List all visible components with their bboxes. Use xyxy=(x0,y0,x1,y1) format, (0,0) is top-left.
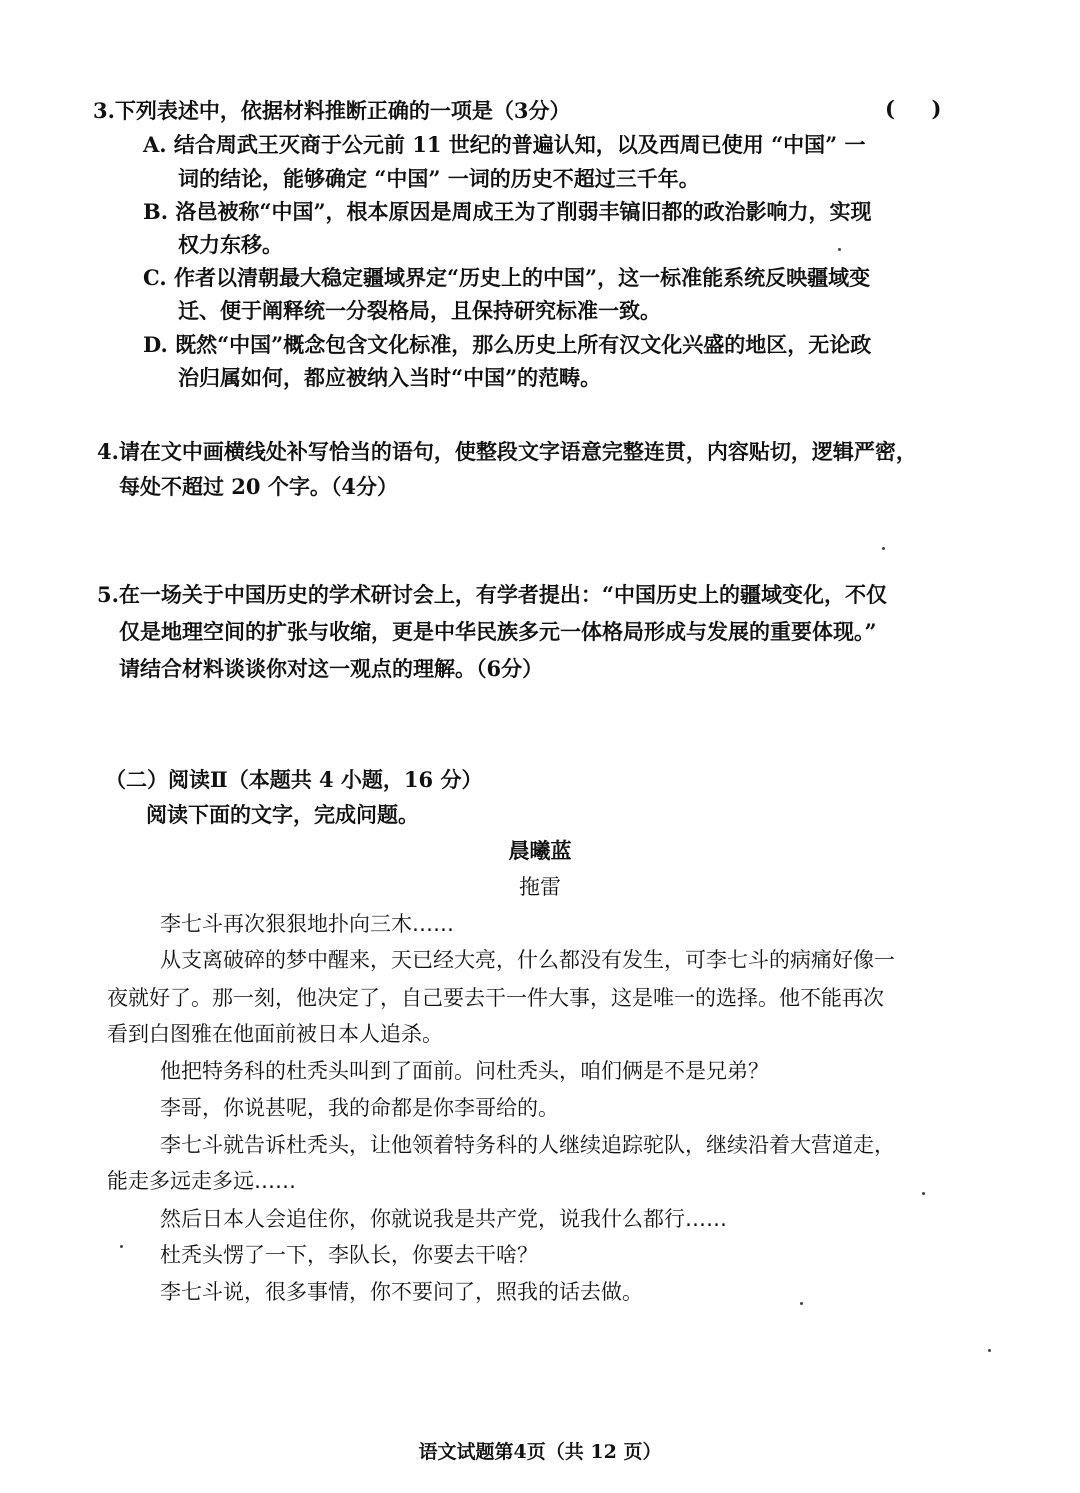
story-p5-line1: 李七斗就告诉杜秃头，让他领着特务科的人继续追踪驼队，继续沿着大营道走， xyxy=(160,1133,895,1157)
q5-line1: 5.在一场关于中国历史的学术研讨会上，有学者提出：“中国历史上的疆域变化，不仅 xyxy=(97,582,887,607)
q4-line2: 每处不超过 20 个字。（4分） xyxy=(119,474,398,499)
story-p2-line1: 从支离破碎的梦中醒来，天已经大亮，什么都没有发生，可李七斗的病痛好像一 xyxy=(160,948,895,972)
story-title: 晨曦蓝 xyxy=(508,838,572,863)
scan-speck xyxy=(882,547,885,550)
q3-option-d-line2: 治归属如何，都应被纳入当时“中国”的范畴。 xyxy=(178,365,602,390)
scan-speck xyxy=(988,1349,991,1352)
section2-instruction: 阅读下面的文字，完成问题。 xyxy=(146,802,419,827)
q5-line2: 仅是地理空间的扩张与收缩，更是中华民族多元一体格局形成与发展的重要体现。” xyxy=(119,619,877,644)
q3-option-d-line1: D. 既然“中国”概念包含文化标准，那么历史上所有汉文化兴盛的地区，无论政 xyxy=(143,332,872,357)
q3-option-b-line2: 权力东移。 xyxy=(178,232,283,257)
q3-option-a-line1: A. 结合周武王灭商于公元前 11 世纪的普遍认知，以及西周已使用 “中国” 一 xyxy=(143,132,866,157)
q5-line3: 请结合材料谈谈你对这一观点的理解。（6分） xyxy=(119,656,544,681)
scan-speck xyxy=(838,248,841,251)
story-author: 拖雷 xyxy=(519,875,561,899)
q3-option-a-line2: 词的结论，能够确定 “中国” 一词的历史不超过三千年。 xyxy=(178,166,700,191)
q3-answer-bracket: ( ) xyxy=(885,96,942,121)
story-p6: 然后日本人会追住你，你就说我是共产党，说我什么都行…… xyxy=(160,1207,727,1231)
story-p1: 李七斗再次狠狠地扑向三木…… xyxy=(160,912,454,936)
story-p8: 李七斗说，很多事情，你不要问了，照我的话去做。 xyxy=(160,1280,643,1304)
q3-option-b-line1: B. 洛邑被称“中国”，根本原因是周成王为了削弱丰镐旧都的政治影响力，实现 xyxy=(143,199,872,224)
q3-stem: 3.下列表述中，依据材料推断正确的一项是（3分） xyxy=(93,98,571,123)
q3-option-c-line1: C. 作者以清朝最大稳定疆域界定“历史上的中国”，这一标准能系统反映疆域变 xyxy=(143,265,871,290)
story-p7: 杜秃头愣了一下，李队长，你要去干啥？ xyxy=(160,1243,538,1267)
q3-option-c-line2: 迁、便于阐释统一分裂格局，且保持研究标准一致。 xyxy=(178,298,661,323)
section2-heading: （二）阅读Ⅱ（本题共 4 小题，16 分） xyxy=(105,767,483,792)
story-p2-line2: 夜就好了。那一刻，他决定了，自己要去干一件大事，这是唯一的选择。他不能再次 xyxy=(107,986,884,1010)
page-footer: 语文试题第4页（共 12 页） xyxy=(418,1441,662,1463)
story-p3: 他把特务科的杜秃头叫到了面前。问杜秃头，咱们俩是不是兄弟？ xyxy=(160,1059,769,1083)
scan-speck xyxy=(800,1302,803,1305)
scan-speck xyxy=(922,1192,925,1195)
scan-speck xyxy=(120,1245,123,1248)
story-p4: 李哥，你说甚呢，我的命都是你李哥给的。 xyxy=(160,1096,559,1120)
story-p5-line2: 能走多远走多远…… xyxy=(107,1169,296,1193)
story-p2-line3: 看到白图雅在他面前被日本人追杀。 xyxy=(107,1022,443,1046)
q4-line1: 4.请在文中画横线处补写恰当的语句，使整段文字语意完整连贯，内容贴切，逻辑严密， xyxy=(97,439,917,464)
